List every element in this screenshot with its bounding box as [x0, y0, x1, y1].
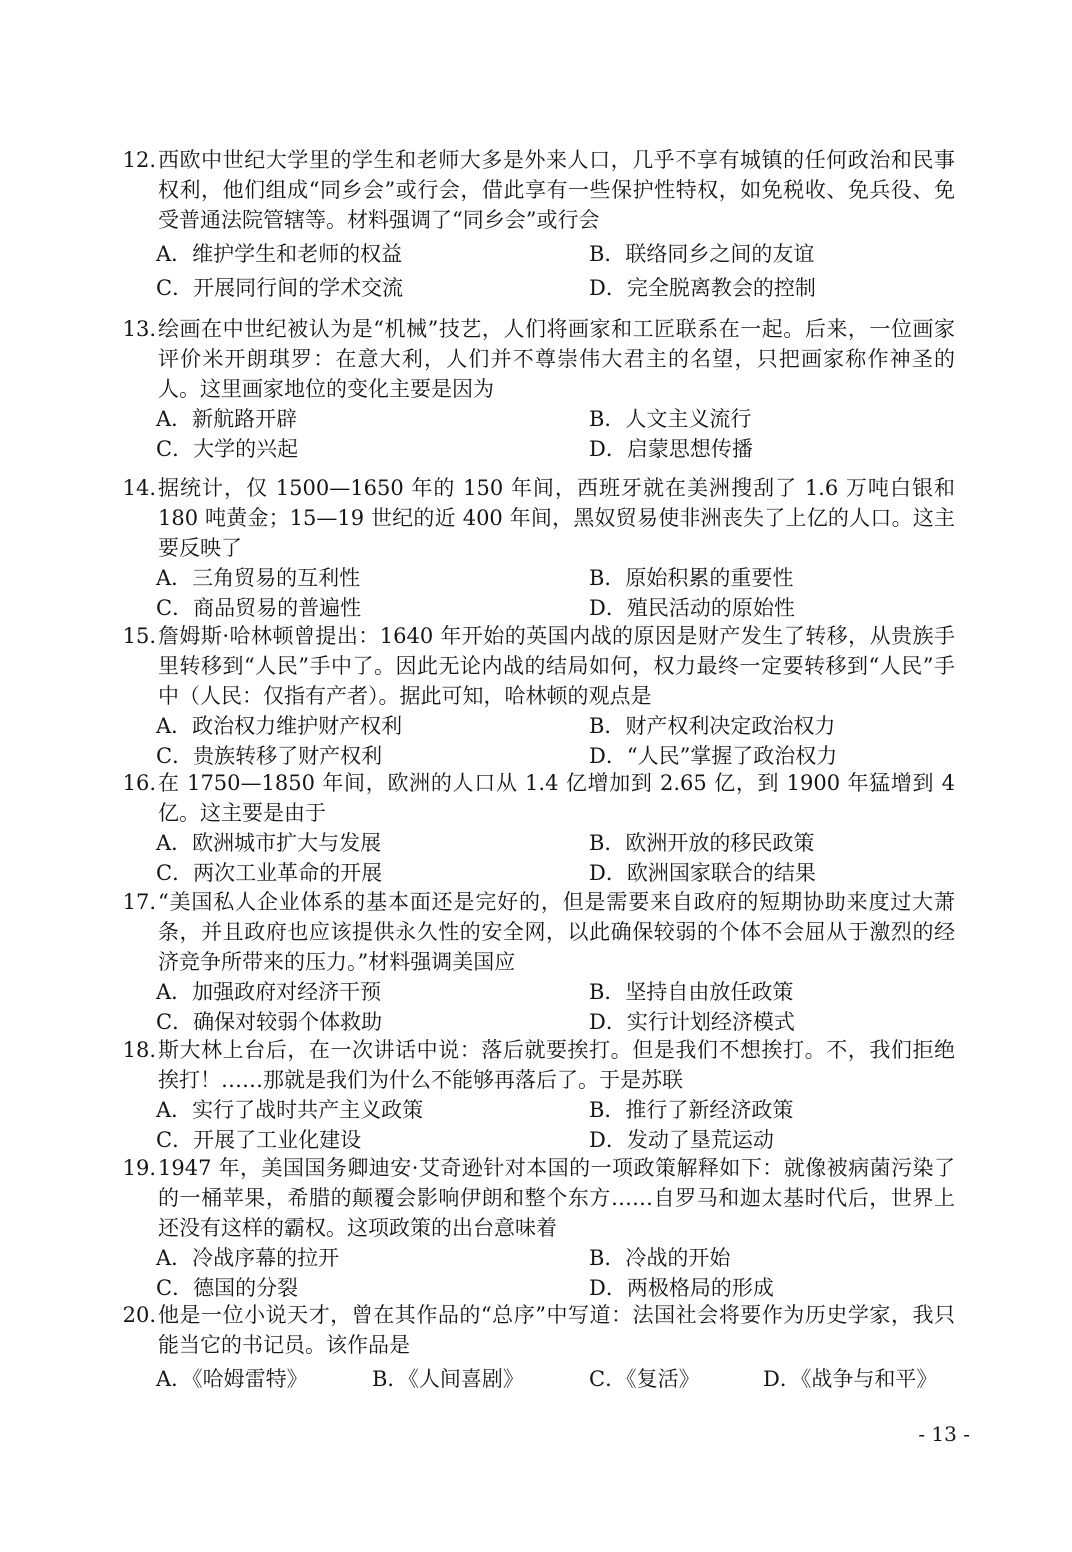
options — [156, 977, 955, 1037]
option-a[interactable]: A．三角贸易的互利性 — [156, 566, 361, 590]
question-number: 14. — [122, 476, 156, 500]
option-d[interactable]: D．殖民活动的原始性 — [589, 596, 795, 620]
question-stem: “美国私人企业体系的基本面还是完好的，但是需要来自政府的短期协助来度过大萧条，并且政府也应该提供永久性的安全网，以此确保较弱的个体不会屈从于激烈的经济竞争所带来的压力。”材料强调美国应 — [158, 890, 955, 974]
question-number: 16. — [122, 771, 156, 795]
option-b[interactable]: B．联络同乡之间的友谊 — [589, 242, 815, 266]
option-d[interactable]: D．完全脱离教会的控制 — [589, 276, 816, 300]
question-13 — [110, 314, 955, 464]
question-number: 19. — [122, 1156, 156, 1180]
option-d[interactable]: D．欧洲国家联合的结果 — [589, 861, 816, 885]
question-19 — [110, 1153, 955, 1303]
option-c[interactable]: C．开展同行间的学术交流 — [156, 276, 404, 300]
option-a[interactable]: A．冷战序幕的拉开 — [156, 1246, 340, 1270]
question-12 — [110, 145, 955, 303]
question-stem: 詹姆斯·哈林顿曾提出：1640 年开始的英国内战的原因是财产发生了转移，从贵族手里转移到“人民”手中了。因此无论内战的结局如何，权力最终一定要转移到“人民”手中（人民：仅指有产者）。据此可知，哈林顿的观点是 — [158, 624, 955, 708]
option-d[interactable]: D．启蒙思想传播 — [589, 437, 753, 461]
question-stem: 绘画在中世纪被认为是“机械”技艺，人们将画家和工匠联系在一起。后来，一位画家评价米开朗琪罗：在意大利，人们并不尊崇伟大君主的名望，只把画家称作神圣的人。这里画家地位的变化主要是因为 — [158, 317, 955, 401]
question-14 — [110, 473, 955, 623]
option-a[interactable]: A．《哈姆雷特》 — [156, 1367, 308, 1391]
question-number: 12. — [122, 148, 156, 172]
options — [156, 404, 955, 464]
option-d[interactable]: D．“人民”掌握了政治权力 — [589, 744, 838, 768]
options — [156, 828, 955, 888]
question-stem: 斯大林上台后，在一次讲话中说：落后就要挨打。但是我们不想挨打。不，我们拒绝挨打！……那就是我们为什么不能够再落后了。于是苏联 — [158, 1038, 955, 1092]
options — [156, 1243, 955, 1303]
option-b[interactable]: B．人文主义流行 — [589, 407, 752, 431]
question-number: 20. — [122, 1303, 156, 1327]
option-b[interactable]: B．欧洲开放的移民政策 — [589, 831, 815, 855]
option-d[interactable]: D．《战争与和平》 — [763, 1367, 938, 1391]
option-a[interactable]: A．加强政府对经济干预 — [156, 980, 382, 1004]
question-stem: 他是一位小说天才，曾在其作品的“总序”中写道：法国社会将要作为历史学家，我只能当它的书记员。该作品是 — [158, 1303, 955, 1357]
option-a[interactable]: A．维护学生和老师的权益 — [156, 242, 403, 266]
option-c[interactable]: C．商品贸易的普遍性 — [156, 596, 362, 620]
question-number: 15. — [122, 624, 156, 648]
option-c[interactable]: C．贵族转移了财产权利 — [156, 744, 383, 768]
question-number: 18. — [122, 1038, 156, 1062]
option-a[interactable]: A．政治权力维护财产权利 — [156, 714, 403, 738]
option-b[interactable]: B．冷战的开始 — [589, 1246, 731, 1270]
option-b[interactable]: B．推行了新经济政策 — [589, 1098, 794, 1122]
option-d[interactable]: D．实行计划经济模式 — [589, 1010, 795, 1034]
question-17 — [110, 887, 955, 1037]
options — [156, 239, 955, 303]
option-c[interactable]: C．两次工业革命的开展 — [156, 861, 383, 885]
option-b[interactable]: B．坚持自由放任政策 — [589, 980, 794, 1004]
question-stem: 西欧中世纪大学里的学生和老师大多是外来人口，几乎不享有城镇的任何政治和民事权利，他们组成“同乡会”或行会，借此享有一些保护性特权，如免税收、免兵役、免受普通法院管辖等。材料强调了“同乡会”或行会 — [158, 148, 955, 232]
question-18 — [110, 1035, 955, 1155]
options — [156, 563, 955, 623]
option-b[interactable]: B．原始积累的重要性 — [589, 566, 794, 590]
option-a[interactable]: A．新航路开辟 — [156, 407, 298, 431]
question-stem: 1947 年，美国国务卿迪安·艾奇逊针对本国的一项政策解释如下：就像被病菌污染了的一桶苹果，希腊的颠覆会影响伊朗和整个东方……自罗马和迦太基时代后，世界上还没有这样的霸权。这项政策的出台意味着 — [158, 1156, 955, 1240]
option-c[interactable]: C．开展了工业化建设 — [156, 1128, 362, 1152]
option-d[interactable]: D．两极格局的形成 — [589, 1276, 774, 1300]
question-stem: 据统计，仅 1500—1650 年的 150 年间，西班牙就在美洲搜刮了 1.6 万吨白银和 180 吨黄金；15—19 世纪的近 400 年间，黑奴贸易使非洲丧失了上亿的人口。这主要反映了 — [158, 476, 955, 560]
question-number: 17. — [122, 890, 156, 914]
question-15 — [110, 621, 955, 771]
option-a[interactable]: A．实行了战时共产主义政策 — [156, 1098, 424, 1122]
option-a[interactable]: A．欧洲城市扩大与发展 — [156, 831, 382, 855]
option-c[interactable]: C．《复活》 — [589, 1367, 700, 1391]
page-number: - 13 - — [918, 1422, 970, 1446]
option-c[interactable]: C．确保对较弱个体救助 — [156, 1010, 383, 1034]
options — [156, 1364, 955, 1394]
option-b[interactable]: B．财产权利决定政治权力 — [589, 714, 836, 738]
question-stem: 在 1750—1850 年间，欧洲的人口从 1.4 亿增加到 2.65 亿，到 1900 年猛增到 4 亿。这主要是由于 — [158, 771, 955, 825]
option-d[interactable]: D．发动了垦荒运动 — [589, 1128, 774, 1152]
option-c[interactable]: C．德国的分裂 — [156, 1276, 299, 1300]
question-16 — [110, 768, 955, 888]
options — [156, 711, 955, 771]
question-number: 13. — [122, 317, 156, 341]
option-c[interactable]: C．大学的兴起 — [156, 437, 299, 461]
question-20 — [110, 1300, 955, 1394]
option-b[interactable]: B．《人间喜剧》 — [372, 1367, 524, 1391]
options — [156, 1095, 955, 1155]
